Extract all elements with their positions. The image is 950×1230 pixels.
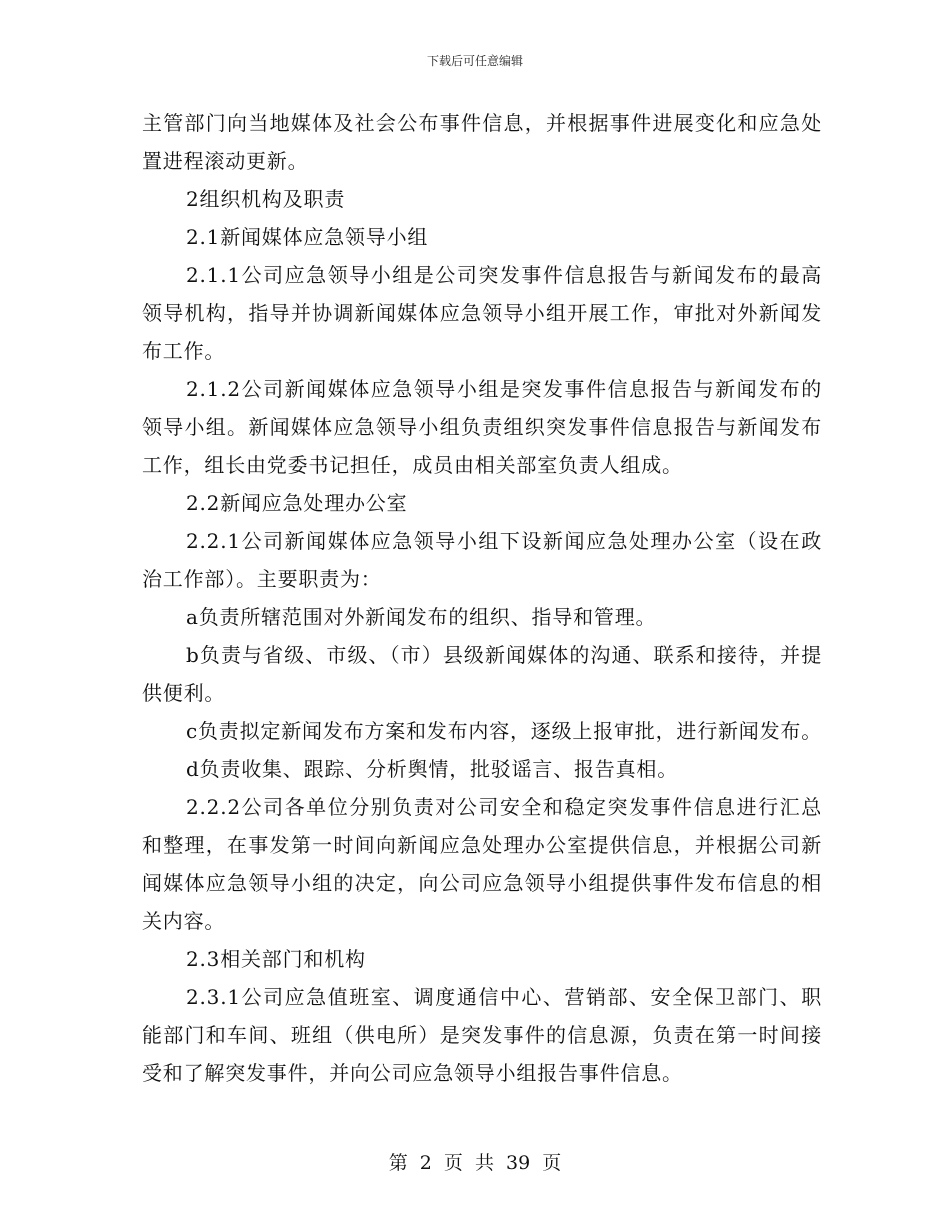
subsection-heading: 2.1新闻媒体应急领导小组 <box>186 225 429 249</box>
subsection-heading: 2.3相关部门和机构 <box>186 947 366 971</box>
page-header: 下载后可任意编辑 <box>426 54 523 68</box>
paragraph: 2.1.2公司新闻媒体应急领导小组是突发事件信息报告与新闻发布的领导小组。新闻媒体应急领导小组负责组织突发事件信息报告与新闻发布工作，组长由党委书记担任，成员由相关部室负责人组成。 <box>142 377 822 477</box>
list-item: c负责拟定新闻发布方案和发布内容，逐级上报审批，进行新闻发布。 <box>186 719 823 743</box>
paragraph: 2.1.1公司应急领导小组是公司突发事件信息报告与新闻发布的最高领导机构，指导并协调新闻媒体应急领导小组开展工作，审批对外新闻发布工作。 <box>142 263 822 363</box>
subsection-heading: 2.2新闻应急处理办公室 <box>186 491 408 515</box>
paragraph: 2.2.2公司各单位分别负责对公司安全和稳定突发事件信息进行汇总和整理，在事发第一时间向新闻应急处理办公室提供信息，并根据公司新闻媒体应急领导小组的决定，向公司应急领导小组提供事件发布信息的相关内容。 <box>142 795 822 933</box>
list-item: b负责与省级、市级、（市）县级新闻媒体的沟通、联系和接待，并提供便利。 <box>142 643 822 705</box>
list-item: a负责所辖范围对外新闻发布的组织、指导和管理。 <box>186 605 657 629</box>
paragraph: 2.3.1公司应急值班室、调度通信中心、营销部、安全保卫部门、职能部门和车间、班组（供电所）是突发事件的信息源，负责在第一时间接受和了解突发事件，并向公司应急领导小组报告事件信息。 <box>142 985 822 1085</box>
paragraph: 2.2.1公司新闻媒体应急领导小组下设新闻应急处理办公室（设在政治工作部）。主要职责为： <box>142 529 822 591</box>
document-body <box>142 104 822 1092</box>
list-item: d负责收集、跟踪、分析舆情，批驳谣言、报告真相。 <box>186 757 679 781</box>
page-number: 第 2 页 共 39 页 <box>388 1152 562 1174</box>
section-heading: 2组织机构及职责 <box>186 187 346 211</box>
paragraph: 主管部门向当地媒体及社会公布事件信息，并根据事件进展变化和应急处置进程滚动更新。 <box>142 111 822 173</box>
